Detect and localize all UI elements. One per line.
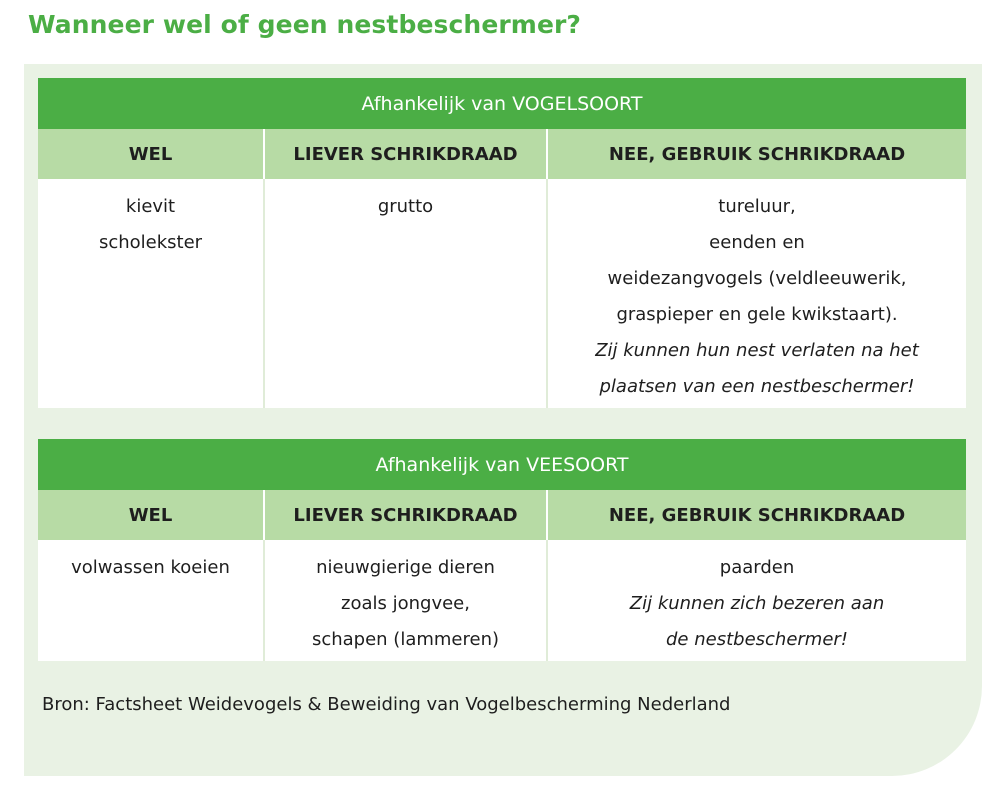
page-title: Wanneer wel of geen nestbeschermer? xyxy=(28,10,582,39)
cell-nee xyxy=(547,540,966,661)
source-citation: Bron: Factsheet Weidevogels & Beweiding van Vogelbescherming Nederland xyxy=(42,694,731,715)
cell-liever-schrikdraad xyxy=(264,540,547,661)
bird-species-table xyxy=(38,78,966,408)
cell-line: zoals jongvee, xyxy=(341,593,470,614)
column-header-nee: NEE, GEBRUIK SCHRIKDRAAD xyxy=(547,490,966,540)
cell-note: de nestbeschermer! xyxy=(666,629,849,650)
column-header-nee: NEE, GEBRUIK SCHRIKDRAAD xyxy=(547,129,966,179)
cell-line: tureluur, xyxy=(718,196,796,217)
table-banner: Afhankelijk van VEESOORT xyxy=(38,439,966,490)
cell-line: eenden en xyxy=(709,232,805,253)
cell-line: weidezangvogels (veldleeuwerik, xyxy=(607,268,907,289)
cell-wel xyxy=(38,540,264,661)
column-header-wel: WEL xyxy=(38,490,264,540)
column-header-wel: WEL xyxy=(38,129,264,179)
cell-liever-schrikdraad xyxy=(264,179,547,408)
cell-line: graspieper en gele kwikstaart). xyxy=(616,304,898,325)
table-row xyxy=(38,179,966,408)
cell-nee xyxy=(547,179,966,408)
cell-line: scholekster xyxy=(98,232,203,253)
cell-line: kievit xyxy=(125,196,176,217)
table-row xyxy=(38,540,966,661)
table-banner: Afhankelijk van VOGELSOORT xyxy=(38,78,966,129)
cell-note: Zij kunnen zich bezeren aan xyxy=(629,593,885,614)
cell-line: nieuwgierige dieren xyxy=(316,557,495,578)
column-header-liever-schrikdraad: LIEVER SCHRIKDRAAD xyxy=(264,129,547,179)
cell-line: volwassen koeien xyxy=(71,557,230,578)
column-header-liever-schrikdraad: LIEVER SCHRIKDRAAD xyxy=(264,490,547,540)
cell-line: schapen (lammeren) xyxy=(311,629,500,650)
cell-line: grutto xyxy=(377,196,434,217)
cell-line: paarden xyxy=(719,557,795,578)
livestock-table xyxy=(38,439,966,661)
cell-note: Zij kunnen hun nest verlaten na het xyxy=(595,340,919,361)
cell-note: plaatsen van een nestbeschermer! xyxy=(599,376,915,397)
cell-wel xyxy=(38,179,264,408)
